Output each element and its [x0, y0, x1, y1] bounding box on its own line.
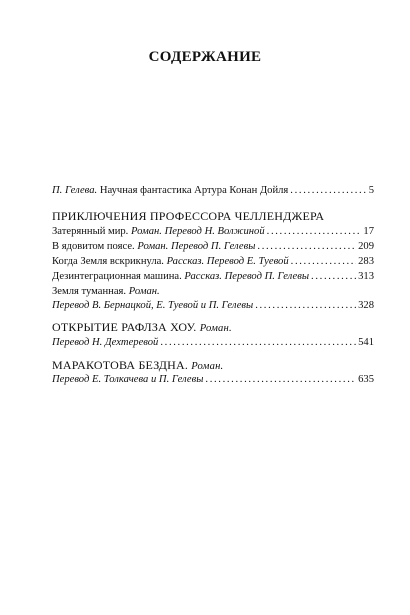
- entry-title: Дезинтеграционная машина.: [52, 271, 182, 282]
- dot-leader: [267, 225, 362, 239]
- toc-entry[interactable]: [52, 255, 374, 269]
- toc-entry[interactable]: [52, 270, 374, 284]
- dot-leader: [290, 184, 366, 198]
- toc-entry[interactable]: [52, 240, 374, 254]
- page-number: 328: [358, 300, 374, 311]
- section-title: ОТКРЫТИЕ РАФЛЗА ХОУ.: [52, 320, 197, 334]
- entry-note: Рассказ. Перевод Е. Туевой: [166, 256, 289, 267]
- dot-leader: [311, 270, 356, 284]
- entry-note: Роман. Перевод П. Гелевы: [137, 241, 256, 252]
- section-heading: [52, 320, 374, 336]
- entry-text: [52, 225, 265, 239]
- entry-author: П. Гелева.: [52, 185, 98, 196]
- entry-text: [52, 240, 255, 254]
- page-number: 313: [358, 271, 374, 282]
- page-title: СОДЕРЖАНИЕ: [148, 49, 262, 65]
- dot-leader: [160, 336, 356, 350]
- toc-entry[interactable]: [52, 373, 374, 387]
- entry-title: Земля туманная.: [52, 286, 127, 297]
- toc-entry[interactable]: [52, 336, 374, 350]
- page-number: 635: [358, 374, 374, 385]
- entry-note: Роман. Перевод Н. Волжиной: [131, 226, 265, 237]
- dot-leader: [291, 255, 356, 269]
- section-note: Роман.: [191, 361, 224, 372]
- entry-text: [52, 270, 309, 284]
- page-number: 5: [368, 185, 374, 196]
- page-number: 541: [358, 337, 374, 348]
- section-heading: [52, 358, 374, 374]
- toc-entry[interactable]: [52, 299, 374, 313]
- page-number: 283: [358, 256, 374, 267]
- section-heading: ПРИКЛЮЧЕНИЯ ПРОФЕССОРА ЧЕЛЛЕНДЖЕРА: [52, 209, 325, 223]
- page-number: 209: [358, 241, 374, 252]
- section-note: Роман.: [199, 323, 232, 334]
- entry-note: Роман.: [128, 286, 160, 297]
- page-number: 17: [363, 226, 374, 237]
- dot-leader: [255, 299, 356, 313]
- entry-title: Научная фантастика Артура Конан Дойля: [99, 185, 289, 196]
- entry-title: Затерянный мир.: [52, 226, 129, 237]
- entry-translator: Перевод В. Бернацкой, Е. Туевой и П. Гелевы: [52, 300, 254, 311]
- entry-translator: Перевод Н. Дехтеревой: [52, 337, 159, 348]
- toc-entry-intro[interactable]: [52, 184, 374, 198]
- section-title: МАРАКОТОВА БЕЗДНА.: [52, 358, 189, 372]
- entry-text: [52, 255, 289, 269]
- dot-leader: [205, 373, 356, 387]
- toc-entry-title-line[interactable]: [52, 285, 374, 299]
- entry-title: В ядовитом поясе.: [52, 241, 135, 252]
- dot-leader: [257, 240, 356, 254]
- entry-note: Рассказ. Перевод П. Гелевы: [184, 271, 310, 282]
- toc-entry[interactable]: [52, 225, 374, 239]
- entry-translator: Перевод Е. Толкачева и П. Гелевы: [52, 374, 204, 385]
- entry-title: Когда Земля вскрикнула.: [52, 256, 164, 267]
- entry-text: [52, 184, 288, 198]
